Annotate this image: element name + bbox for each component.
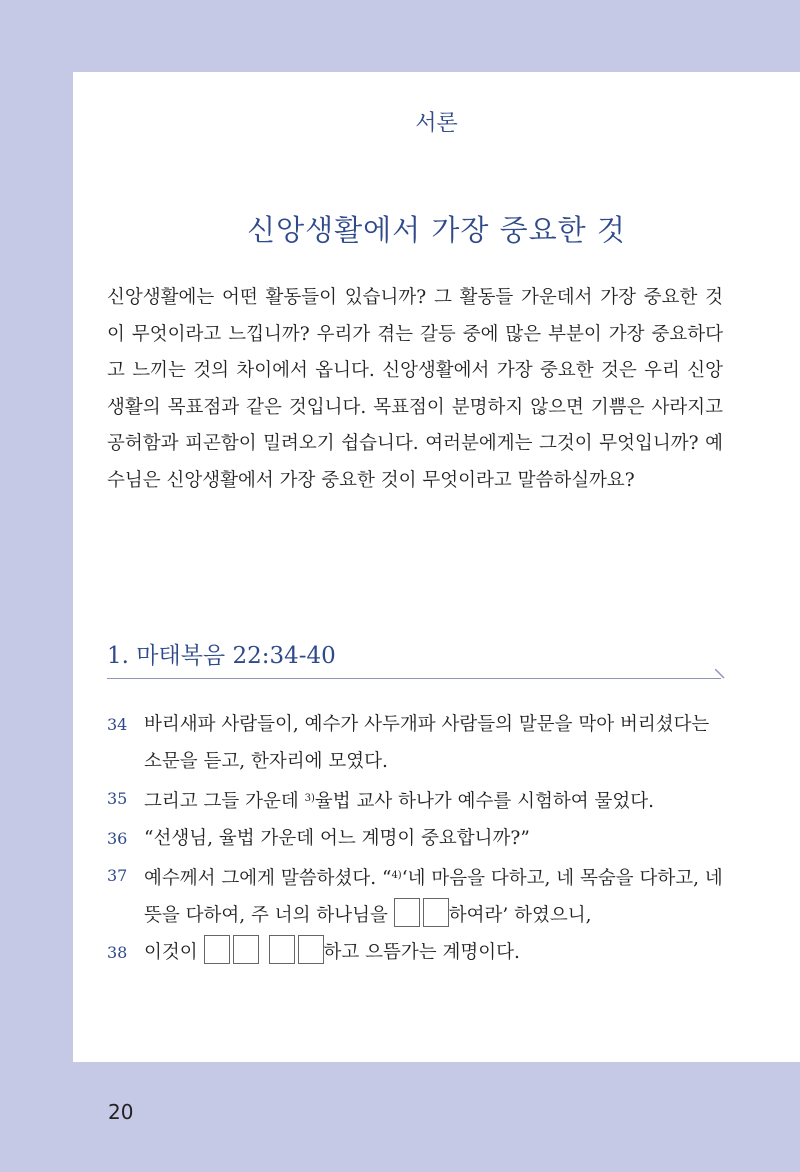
answer-blank-box[interactable]: [269, 935, 295, 964]
verse-text: 바리새파 사람들이, 예수가 사두개파 사람들의 말문을 막아 버리셨다는 소문을 듣고, 한자리에 모였다.: [144, 714, 710, 772]
verse-37: [107, 857, 727, 934]
verse-text: [144, 934, 727, 971]
page-title: 신앙생활에서 가장 중요한 것: [247, 213, 626, 247]
verse-text: [144, 857, 727, 934]
answer-blank-box[interactable]: [233, 935, 259, 964]
verse-text-part: ‘네 마음을 다하고, 네 목숨을 다하고, 네 뜻을 다하여, 주 너의 하나님을: [144, 868, 723, 926]
intro-paragraph: 신앙생활에는 어떤 활동들이 있습니까? 그 활동들 가운데서 가장 중요한 것이 무엇이라고 느낍니까? 우리가 겪는 갈등 중에 많은 부분이 가장 중요하다고 느끼는 것의 차이에서 옵니다. 신앙생활에서 가장 중요한 것은 우리 신앙생활의 목표점과 같은 것입니다. 목표점이 분명하지 않으면 기쁨은 사라지고 공허함과 피곤함이 밀려오기 쉽습니다. 여러분에게는 그것이 무엇입니까? 예수님은 신앙생활에서 가장 중요한 것이 무엇이라고 말씀하실까요?: [107, 287, 723, 491]
rule-corner-icon: [715, 669, 727, 681]
page: [73, 72, 800, 1062]
answer-blank-box[interactable]: [423, 898, 449, 927]
section-heading: 1. 마태복음 22:34-40: [107, 643, 336, 669]
footnote-marker: 4): [391, 870, 402, 881]
verse-number: 34: [107, 715, 128, 734]
answer-blank-box[interactable]: [298, 935, 324, 964]
verse-list: [107, 706, 727, 971]
verse-text-part: 그리고 그들 가운데: [144, 791, 305, 812]
verse-text-part: 하고 으뜸가는 계명이다.: [323, 942, 520, 963]
verse-text-part: 율법 교사 하나가 예수를 시험하여 물었다.: [314, 791, 654, 812]
verse-38: [107, 934, 727, 971]
verse-text-part: 이것이: [144, 942, 204, 963]
verse-text-part: 예수께서 그에게 말씀하셨다. “: [144, 868, 392, 889]
verse-text: “선생님, 율법 가운데 어느 계명이 중요합니까?”: [144, 828, 530, 849]
verse-number: 36: [107, 829, 128, 848]
verse-number: 38: [107, 943, 128, 962]
verse-text: [144, 780, 727, 820]
verse-text-part: 하여라’ 하였으니,: [448, 905, 592, 926]
verse-36: [107, 820, 727, 857]
verse-number: 37: [107, 866, 128, 885]
section-rule: [107, 678, 721, 679]
verse-35: [107, 780, 727, 820]
answer-blank-box[interactable]: [394, 898, 420, 927]
answer-blank-box[interactable]: [204, 935, 230, 964]
chapter-label: 서론: [415, 111, 458, 136]
verse-34: [107, 706, 727, 780]
verse-number: 35: [107, 789, 128, 808]
page-number: 20: [108, 1100, 134, 1124]
footnote-marker: 3): [304, 793, 315, 804]
